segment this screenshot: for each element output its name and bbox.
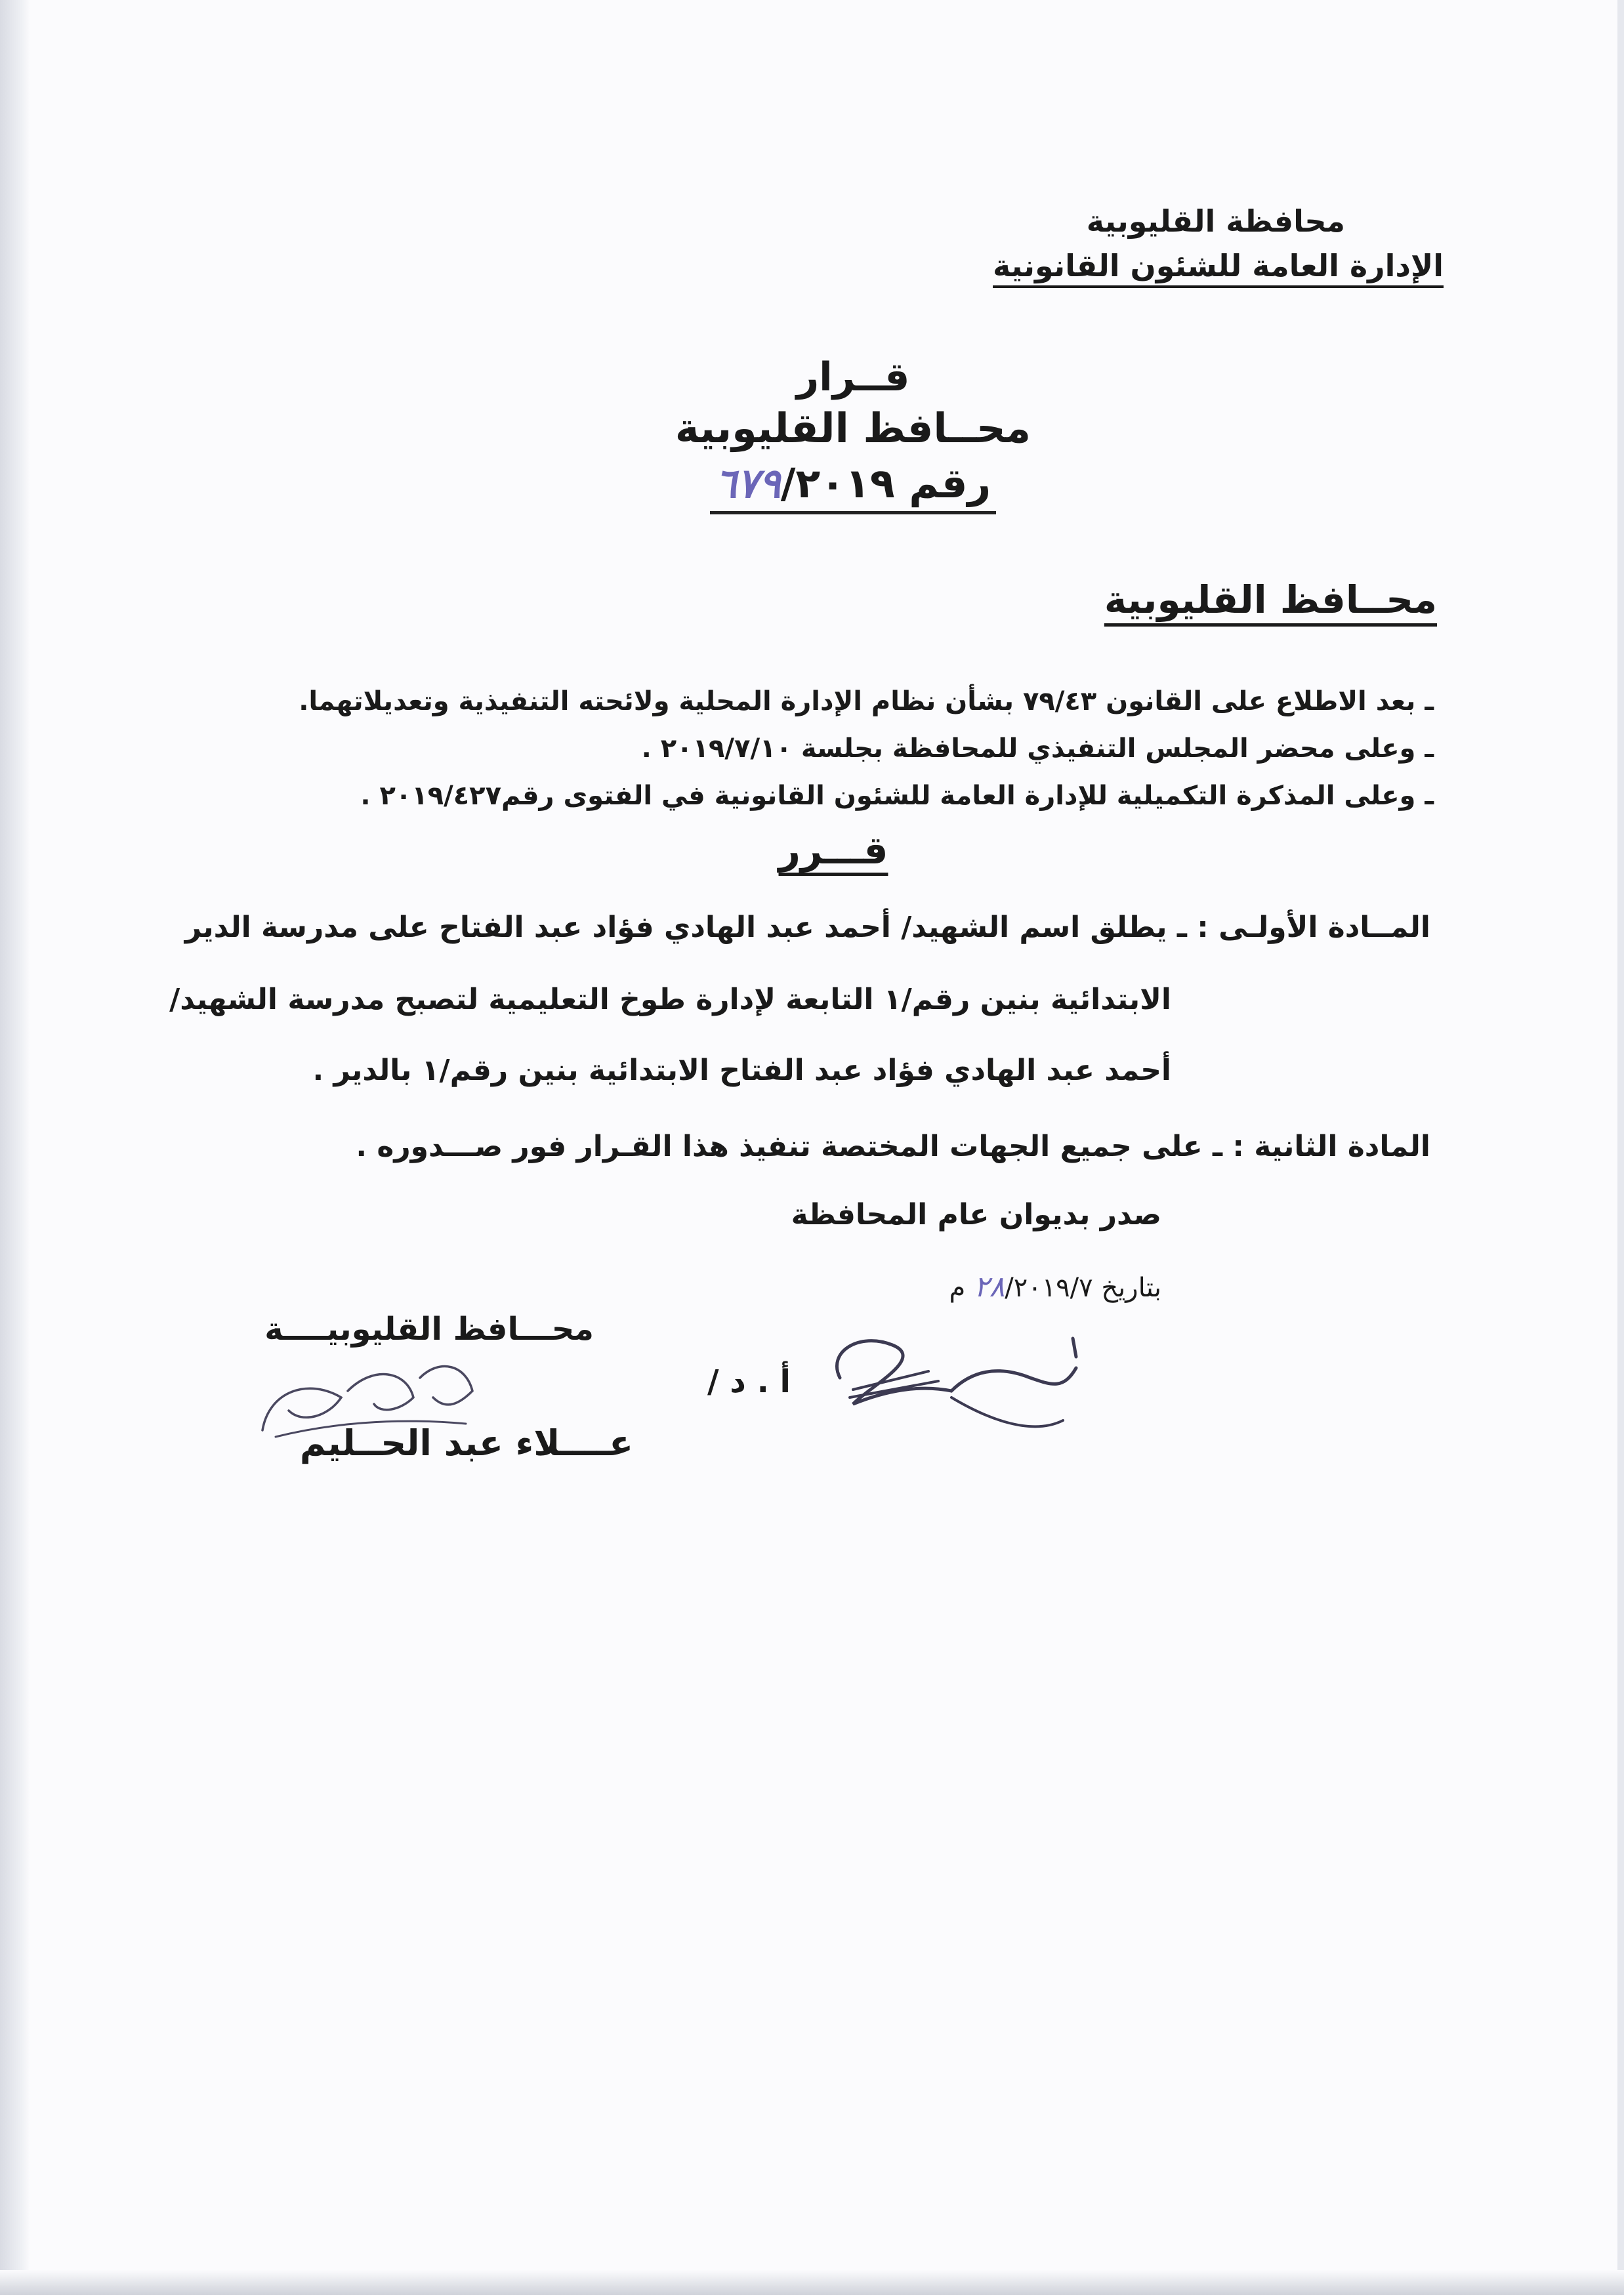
decree-number-handwritten: ٦٧٩ [715, 459, 781, 507]
consideration-1: ـ بعد الاطلاع على القانون ٧٩/٤٣ بشأن نظام الإدارة المحلية ولائحته التنفيذية وتعديلاتهما. [299, 686, 1434, 716]
article-2: المادة الثانية : ـ على جميع الجهات المختصة تنفيذ هذا القـرار فور صـــدوره . [356, 1130, 1430, 1163]
decree-number [591, 459, 1115, 514]
issue-date-handwritten-day: ٢٨ [973, 1270, 1005, 1304]
scan-shadow-left [0, 0, 30, 2295]
decree-title: قــرار [796, 354, 910, 400]
article-1-line-1: المــادة الأولـى : ـ يطلق اسم الشهيد/ أحمد عبد الهادي فؤاد عبد الفتاح على مدرسة الدير [184, 911, 1430, 944]
signatory-title: محـــافظ القليوبيــــة [264, 1311, 594, 1348]
issue-date [949, 1270, 1162, 1304]
decides-heading: قـــرر [778, 828, 888, 873]
handwritten-initials [249, 1352, 499, 1457]
issued-at: صدر بديوان عام المحافظة [791, 1198, 1161, 1231]
article-1-line-3: أحمد عبد الهادي فؤاد عبد الفتاح الابتدائية بنين رقم/١ بالدير . [312, 1054, 1171, 1087]
scan-shadow-right [1617, 0, 1624, 2295]
decree-number-year: /٢٠١٩ [780, 459, 895, 507]
decree-number-underlined [710, 459, 996, 514]
consideration-3: ـ وعلى المذكرة التكميلية للإدارة العامة للشئون القانونية في الفتوى رقم٢٠١٩/٤٢٧ . [360, 781, 1434, 811]
header-governorate: محافظة القليوبية [1086, 203, 1345, 239]
consideration-2: ـ وعلى محضر المجلس التنفيذي للمحافظة بجلسة ٢٠١٩/٧/١٠ . [641, 734, 1434, 764]
issue-date-prefix: بتاريخ [1093, 1273, 1161, 1303]
preamble-heading: محــافظ القليوبية [1104, 577, 1437, 622]
signatory-prefix: أ . د / [707, 1363, 791, 1400]
header-department: الإدارة العامة للشئون القانونية [993, 248, 1444, 283]
scan-shadow-bottom [0, 2270, 1624, 2295]
article-1-line-2: الابتدائية بنين رقم/١ التابعة لإدارة طوخ التعليمية لتصبح مدرسة الشهيد/ [169, 983, 1171, 1016]
signatory-name: عــــلاء عبد الحــليم [299, 1422, 633, 1464]
issue-date-rest: /٢٠١٩/٧ م [949, 1273, 1093, 1303]
decree-number-prefix: رقم [894, 459, 991, 507]
decree-issuer: محــافظ القليوبية [675, 404, 1031, 452]
handwritten-signature [814, 1306, 1089, 1443]
